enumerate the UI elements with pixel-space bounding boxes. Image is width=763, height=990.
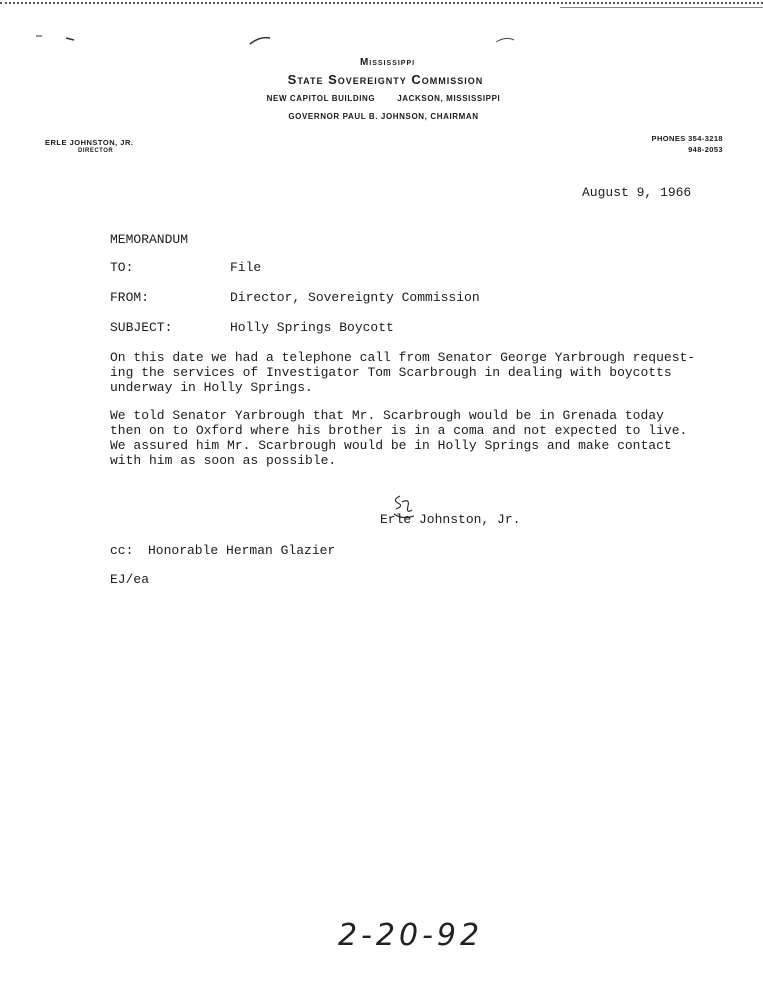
subject-value: Holly Springs Boycott bbox=[230, 320, 394, 335]
stray-mark bbox=[248, 34, 278, 48]
handwritten-number: 2-20-92 bbox=[338, 918, 484, 953]
memo-paragraph-1: On this date we had a telephone call from Senator George Yarbrough request- ing the services of Investigator Tom Scarbrough in dealing with boycotts underway in Holly Springs. bbox=[110, 350, 696, 395]
stray-mark bbox=[494, 34, 524, 48]
phone-line-1: PHONES 354-3218 bbox=[651, 134, 723, 143]
scan-edge-line bbox=[560, 7, 763, 8]
signature-name: Erle Johnston, Jr. bbox=[380, 512, 521, 527]
letterhead-state: Mississippi bbox=[359, 57, 416, 68]
cc-label: cc: bbox=[110, 543, 134, 558]
from-label: FROM: bbox=[110, 290, 150, 305]
phone-line-2: 948-2053 bbox=[688, 145, 723, 154]
director-name: ERLE JOHNSTON, JR. bbox=[45, 138, 134, 147]
letterhead-city: JACKSON, MISSISSIPPI bbox=[397, 94, 501, 103]
subject-label: SUBJECT: bbox=[110, 320, 173, 335]
from-value: Director, Sovereignty Commission bbox=[230, 290, 480, 305]
director-title: DIRECTOR bbox=[78, 148, 114, 154]
typist-initials: EJ/ea bbox=[110, 572, 150, 587]
scan-edge-top bbox=[0, 2, 763, 4]
stray-mark bbox=[30, 30, 80, 44]
to-value: File bbox=[230, 260, 262, 275]
letterhead-commission: State Sovereignty Commission bbox=[287, 72, 484, 87]
letterhead-address bbox=[2, 94, 763, 103]
memo-paragraph-2: We told Senator Yarbrough that Mr. Scarbrough would be in Grenada today then on to Oxford where his brother is in a coma and not expected to live. We assured him Mr. Scarbrough would be in Holly Springs and make contact with him as soon as possible. bbox=[110, 408, 688, 468]
to-label: TO: bbox=[110, 260, 134, 275]
cc-value: Honorable Herman Glazier bbox=[148, 543, 336, 558]
letterhead-governor: GOVERNOR PAUL B. JOHNSON, CHAIRMAN bbox=[288, 112, 479, 121]
memo-title: MEMORANDUM bbox=[110, 232, 189, 247]
letterhead-building: NEW CAPITOL BUILDING bbox=[266, 94, 376, 103]
memo-date: August 9, 1966 bbox=[582, 185, 692, 200]
